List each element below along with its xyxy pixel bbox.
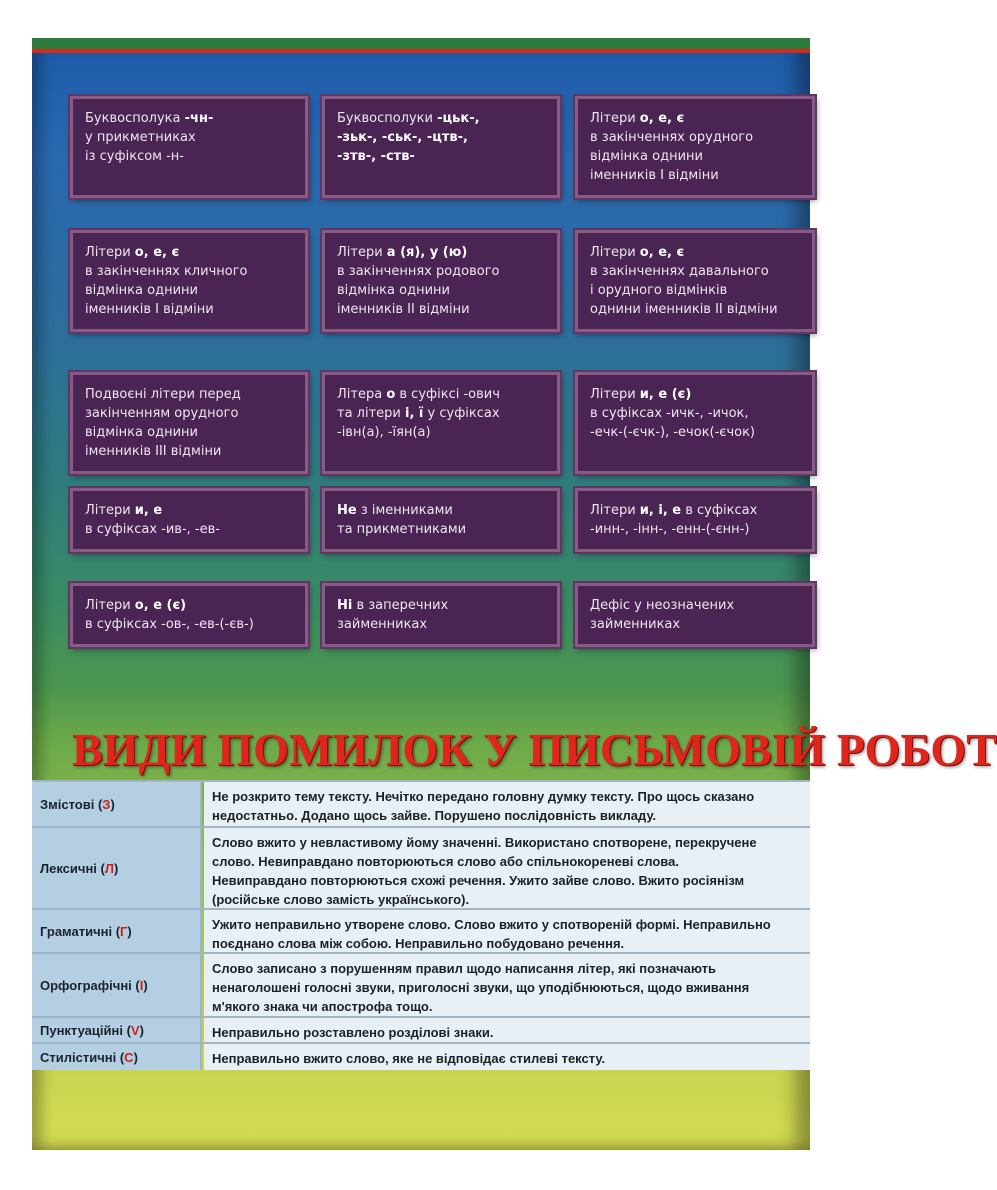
rule-text: в суфіксах -ичк-, -ичок, — [590, 406, 749, 421]
description-line: Неправильно вжито слово, яке не відповідає стилеві тексту. — [212, 1051, 606, 1066]
error-type-code: С — [124, 1049, 134, 1065]
rule-card-line — [85, 262, 293, 281]
top-green-band — [32, 38, 810, 49]
error-type-code: V — [130, 1022, 140, 1038]
error-type-description — [204, 828, 810, 908]
rule-text: у суфіксах — [423, 406, 500, 421]
error-type-name — [32, 954, 202, 1016]
rule-text: в закінченнях кличного — [85, 264, 248, 279]
rule-card-line — [337, 147, 545, 166]
rule-card — [70, 372, 308, 474]
error-type-label: Пунктуаційні ( — [40, 1022, 131, 1038]
rule-card-line — [590, 166, 800, 185]
rule-card-line — [85, 281, 293, 300]
rule-card-line — [590, 404, 800, 423]
rule-card — [70, 230, 308, 332]
rule-text: Літера — [337, 387, 387, 402]
rule-card-line — [590, 501, 800, 520]
rule-text: в суфіксах -ов-, -ев-(-єв-) — [85, 617, 254, 632]
rule-text: в закінченнях родового — [337, 264, 500, 279]
rule-card — [70, 583, 308, 647]
rule-highlight: Не — [337, 503, 357, 518]
rule-text: Літери — [85, 598, 135, 613]
rule-card-line — [590, 300, 800, 319]
rule-text: і орудного відмінків — [590, 283, 728, 298]
rule-card-line — [85, 520, 293, 539]
rule-card-line — [590, 520, 800, 539]
error-type-paren: ) — [114, 860, 119, 876]
rule-card-line — [85, 501, 293, 520]
rule-card — [575, 230, 815, 332]
description-line: Слово записано з порушенням правил щодо написання літер, які позначають — [212, 961, 717, 976]
error-type-paren: ) — [127, 923, 132, 939]
error-type-description — [204, 954, 810, 1016]
rule-card-line — [85, 596, 293, 615]
rule-card-line — [337, 262, 545, 281]
rule-text: -инн-, -інн-, -енн-(-єнн-) — [590, 522, 750, 537]
rule-card-line — [590, 128, 800, 147]
error-type-row — [32, 1042, 810, 1070]
rule-text: Літери — [590, 503, 640, 518]
rule-card — [575, 488, 815, 552]
description-line: Невиправдано повторюються схожі речення. Ужито зайве слово. Вжито росіянізм — [212, 873, 745, 888]
error-type-name — [32, 910, 202, 952]
rule-text: відмінка однини — [590, 149, 703, 164]
rule-highlight: о, е, є — [134, 245, 180, 260]
rule-card — [575, 96, 815, 198]
rule-highlight: о — [386, 387, 396, 402]
rule-text: відмінка однини — [337, 283, 450, 298]
textbook-cover-page — [32, 38, 997, 1150]
rule-card-line — [590, 385, 800, 404]
rule-text: відмінка однини — [85, 425, 198, 440]
rule-highlight: о, е, є — [639, 111, 685, 126]
rule-highlight: -чн- — [184, 111, 214, 126]
rule-text: в закінченнях давального — [590, 264, 769, 279]
rule-card-line — [590, 243, 800, 262]
rule-text: Літери — [590, 245, 640, 260]
error-type-row — [32, 826, 810, 908]
rule-card-line — [590, 147, 800, 166]
rule-highlight: о, е, є — [639, 245, 685, 260]
rule-text: в заперечних — [352, 598, 449, 613]
error-type-label: Змістові ( — [40, 796, 103, 812]
rule-text: іменників І відміни — [590, 168, 719, 183]
rule-card-line — [85, 109, 293, 128]
rule-card-line — [337, 300, 545, 319]
rule-highlight: а (я), у (ю) — [386, 245, 468, 260]
rule-text: Літери — [590, 387, 640, 402]
rule-text: Літери — [85, 503, 135, 518]
description-line: недостатньо. Додано щось зайве. Порушено послідовність викладу. — [212, 808, 657, 823]
error-type-description — [204, 1018, 810, 1042]
error-type-name — [32, 1018, 202, 1042]
description-line: м'якого знака чи апострофа тощо. — [212, 999, 433, 1014]
rule-card-line — [85, 243, 293, 262]
rule-card — [575, 583, 815, 647]
rule-card-line — [337, 404, 545, 423]
rule-card-line — [85, 128, 293, 147]
rule-card-line — [590, 615, 800, 634]
rule-text: Буквосполуки — [337, 111, 438, 126]
error-type-code: І — [139, 977, 144, 993]
top-red-line — [32, 49, 810, 53]
error-types-heading: ВИДИ ПОМИЛОК У ПИСЬМОВІЙ РОБОТ — [72, 724, 997, 775]
error-type-label: Орфографічні ( — [40, 977, 140, 993]
error-type-description — [204, 782, 810, 826]
error-type-paren: ) — [139, 1022, 144, 1038]
rule-text: в закінченнях орудного — [590, 130, 754, 145]
error-type-code: Л — [104, 860, 114, 876]
rule-card-line — [590, 109, 800, 128]
rule-text: Літери — [85, 245, 135, 260]
rule-card-line — [337, 243, 545, 262]
rule-text: Подвоєні літери перед — [85, 387, 241, 402]
rule-highlight: и, і, е — [639, 503, 682, 518]
rule-card — [575, 372, 815, 474]
error-type-row — [32, 780, 810, 826]
description-line: ненаголошені голосні звуки, приголосні звуки, що уподібнюються, щодо вживання — [212, 980, 750, 995]
error-type-row — [32, 952, 810, 1016]
rule-card-line — [337, 615, 545, 634]
rule-card — [322, 488, 560, 552]
rule-highlight: -зьк-, -ськ-, -цтв-, — [337, 130, 468, 145]
rule-text: -ечк-(-єчк-), -ечок(-єчок) — [590, 425, 756, 440]
rule-text: закінченням орудного — [85, 406, 239, 421]
rule-text: іменників ІІІ відміни — [85, 444, 222, 459]
rule-highlight: і, ї — [405, 406, 424, 421]
rule-text: займенниках — [337, 617, 428, 632]
description-line: (російське слово замість українського). — [212, 892, 470, 907]
rule-text: у прикметниках — [85, 130, 196, 145]
description-line: поєднано слова між собою. Неправильно побудовано речення. — [212, 936, 625, 951]
rule-card — [322, 96, 560, 198]
rule-text: із суфіксом -н- — [85, 149, 184, 164]
rule-highlight: о, е (є) — [134, 598, 187, 613]
error-type-name — [32, 782, 202, 826]
rule-card-line — [337, 501, 545, 520]
rule-card-line — [85, 423, 293, 442]
rule-text: в суфіксах — [681, 503, 758, 518]
error-type-name — [32, 1044, 202, 1070]
rule-card-line — [85, 404, 293, 423]
rule-card-line — [590, 596, 800, 615]
rule-card-line — [85, 147, 293, 166]
description-line: Слово вжито у невластивому йому значенні. Використано спотворене, перекручене — [212, 835, 757, 850]
rule-card-line — [337, 109, 545, 128]
rule-text: іменників І відміни — [85, 302, 214, 317]
rule-card — [322, 583, 560, 647]
rule-card — [70, 488, 308, 552]
rule-card-line — [85, 615, 293, 634]
rule-text: та прикметниками — [337, 522, 467, 537]
rule-card — [322, 230, 560, 332]
rule-card-line — [337, 281, 545, 300]
rule-text: займенниках — [590, 617, 681, 632]
rule-highlight: -цьк-, — [437, 111, 480, 126]
rule-text: Буквосполука — [85, 111, 185, 126]
rule-highlight: и, е (є) — [639, 387, 692, 402]
rule-card-line — [337, 128, 545, 147]
error-type-label: Лексичні ( — [40, 860, 105, 876]
error-type-paren: ) — [143, 977, 148, 993]
rule-text: Літери — [337, 245, 387, 260]
rule-text: Дефіс у неозначених — [590, 598, 735, 613]
error-type-paren: ) — [110, 796, 115, 812]
error-type-row — [32, 1016, 810, 1042]
rule-text: в суфіксах -ив-, -ев- — [85, 522, 220, 537]
rule-card-line — [337, 385, 545, 404]
rule-card-line — [85, 442, 293, 461]
rule-card-line — [337, 596, 545, 615]
rule-card — [70, 96, 308, 198]
error-type-row — [32, 908, 810, 952]
rule-card-line — [85, 385, 293, 404]
rule-card — [322, 372, 560, 474]
description-line: Не розкрито тему тексту. Нечітко передано головну думку тексту. Про щось сказано — [212, 789, 755, 804]
rule-card-line — [590, 281, 800, 300]
description-line: Неправильно розставлено розділові знаки. — [212, 1025, 494, 1040]
rule-text: відмінка однини — [85, 283, 198, 298]
description-line: слово. Невиправдано повторюються слово або спільнокореневі слова. — [212, 854, 679, 869]
error-type-name — [32, 828, 202, 908]
rule-text: -івн(а), -їян(а) — [337, 425, 431, 440]
error-type-code: Г — [120, 923, 128, 939]
rule-text: з іменниками — [356, 503, 453, 518]
rule-text: іменників ІІ відміни — [337, 302, 470, 317]
rule-text: та літери — [337, 406, 405, 421]
rule-highlight: и, е — [134, 503, 163, 518]
rule-text: однини іменників ІІ відміни — [590, 302, 778, 317]
rule-highlight: Ні — [337, 598, 353, 613]
error-type-description — [204, 910, 810, 952]
rule-card-line — [590, 262, 800, 281]
error-type-label: Граматичні ( — [40, 923, 121, 939]
rule-text: Літери — [590, 111, 640, 126]
description-line: Ужито неправильно утворене слово. Слово вжито у спотвореній формі. Неправильно — [212, 917, 771, 932]
rule-card-line — [337, 520, 545, 539]
error-type-paren: ) — [133, 1049, 138, 1065]
error-type-code: З — [102, 796, 111, 812]
rule-card-line — [337, 423, 545, 442]
rule-card-line — [590, 423, 800, 442]
rule-text: в суфіксі -ович — [395, 387, 500, 402]
rule-card-line — [85, 300, 293, 319]
rule-highlight: -зтв-, -ств- — [337, 149, 415, 164]
error-type-label: Стилістичні ( — [40, 1049, 125, 1065]
error-type-description — [204, 1044, 810, 1070]
